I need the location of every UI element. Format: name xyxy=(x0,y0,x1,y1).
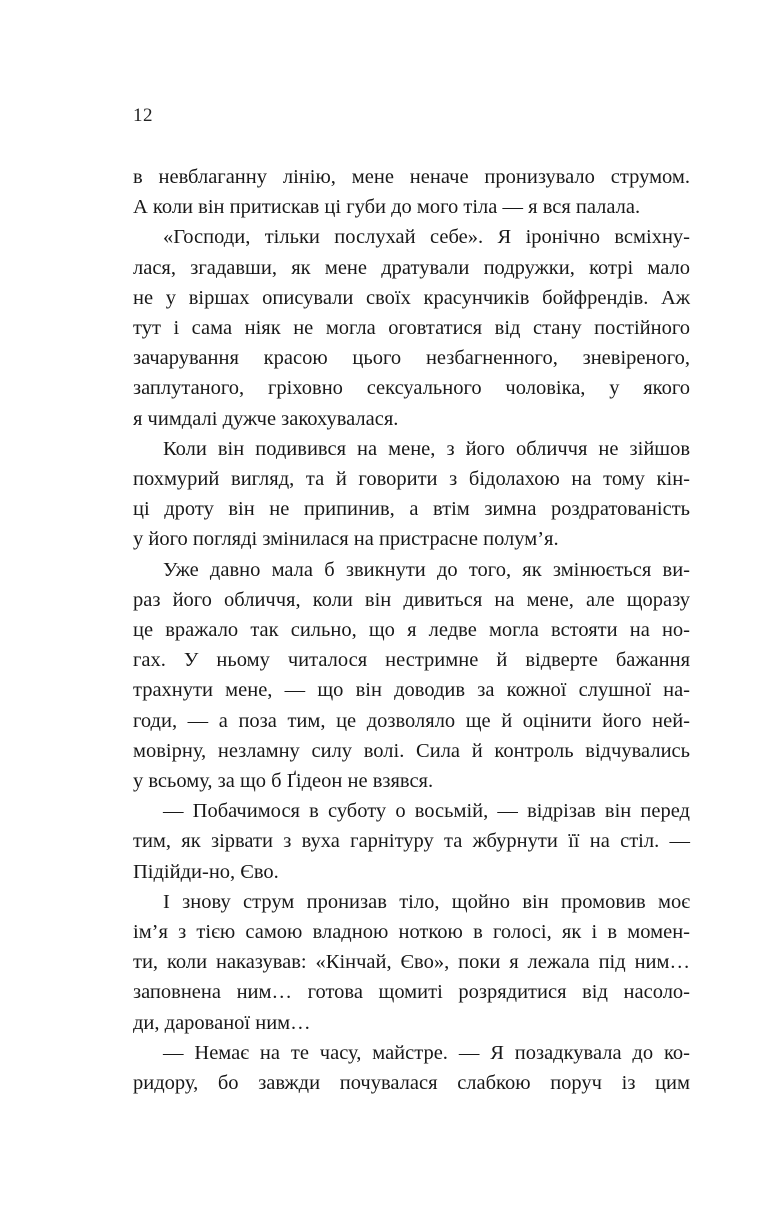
paragraph xyxy=(133,555,690,797)
text-line: заплутаного, гріховно сексуального чоловіка, у якого xyxy=(133,377,690,400)
text-line: ці дроту він не припинив, а втім зимна роздратованість xyxy=(133,498,690,521)
text-line: Підійди-но, Єво. xyxy=(133,860,279,883)
text-line: Уже давно мала б звикнути до того, як змінюється ви- xyxy=(163,558,690,581)
paragraph xyxy=(133,796,690,887)
text-line: раз його обличчя, коли він дивиться на мене, але щоразу xyxy=(133,588,690,611)
text-line: Коли він подивився на мене, з його обличчя не зійшов xyxy=(163,437,690,460)
text-line: мовірну, незламну силу волі. Сила й контроль відчувались xyxy=(133,739,690,762)
text-line: І знову струм пронизав тіло, щойно він промовив моє xyxy=(163,890,690,913)
text-line: в невблаганну лінію, мене неначе пронизувало струмом. xyxy=(133,166,690,188)
text-line: у всьому, за що б Ґідеон не взявся. xyxy=(133,770,434,793)
text-line: тут і сама ніяк не могла оговтатися від стану постійного xyxy=(133,317,690,340)
text-line: ім’я з тією самою владною ноткою в голосі, як і в момен- xyxy=(133,921,690,944)
text-line: ридору, бо завжди почувалася слабкою поруч із цим xyxy=(133,1072,690,1095)
text-line: А коли він притискав ці губи до мого тіла — я вся палала. xyxy=(133,196,641,219)
paragraph xyxy=(133,434,690,555)
text-line: не у віршах описували своїх красунчиків бойфрендів. Аж xyxy=(133,286,690,309)
paragraph xyxy=(133,162,690,222)
text-line: похмурий вигляд, та й говорити з бідолахою на тому кін- xyxy=(133,468,690,491)
text-line: лася, згадавши, як мене дратували подружки, котрі мало xyxy=(133,256,690,279)
text-line: гах. У ньому читалося нестримне й відверте бажання xyxy=(133,649,690,672)
paragraph xyxy=(133,887,690,1038)
text-line: тим, як зірвати з вуха гарнітуру та жбурнути її на стіл. — xyxy=(133,830,690,853)
text-block xyxy=(133,162,690,1098)
text-line: я чимдалі дужче закохувалася. xyxy=(133,407,399,430)
paragraph xyxy=(133,222,690,433)
text-line: ти, коли наказував: «Кінчай, Єво», поки я лежала під ним… xyxy=(133,951,690,974)
text-line: трахнути мене, — що він доводив за кожної слушної на- xyxy=(133,679,690,702)
text-line: — Побачимося в суботу о восьмій, — відрізав він перед xyxy=(163,800,690,823)
text-line: — Немає на те часу, майстре. — Я позадкувала до ко- xyxy=(163,1041,690,1064)
paragraph xyxy=(133,1038,690,1098)
text-line: зачарування красою цього незбагненного, зневіреного, xyxy=(133,347,690,370)
text-line: заповнена ним… готова щомиті розрядитися від насоло- xyxy=(133,981,690,1004)
page-number: 12 xyxy=(133,105,153,126)
text-line: у його погляді змінилася на пристрасне полум’я. xyxy=(133,528,559,551)
text-line: годи, — а поза тим, це дозволяло ще й оцінити його ней- xyxy=(133,709,690,732)
text-line: ди, дарованої ним… xyxy=(133,1011,311,1034)
text-line: це вражало так сильно, що я ледве могла встояти на но- xyxy=(133,619,690,642)
text-line: «Господи, тільки послухай себе». Я іронічно всміхну- xyxy=(163,226,690,249)
